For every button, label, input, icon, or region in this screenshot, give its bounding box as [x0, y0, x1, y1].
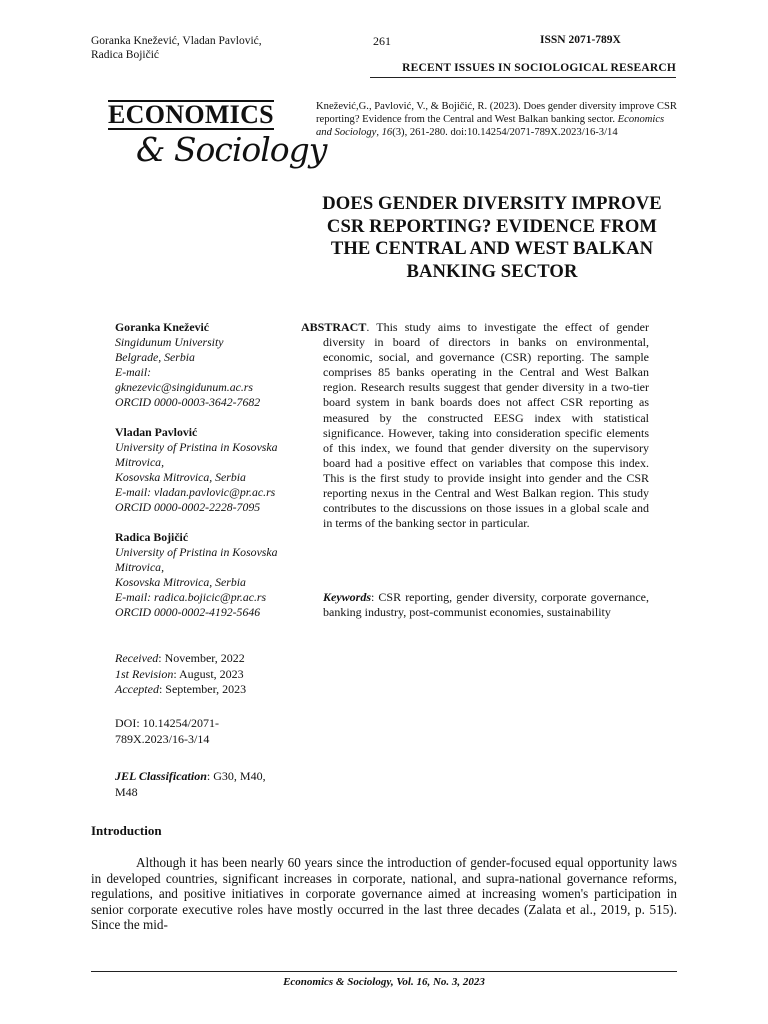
doi-block [115, 716, 275, 747]
affiliation-line: Belgrade, Serbia [115, 350, 195, 364]
keywords-text: : CSR reporting, gender diversity, corporate governance, banking industry, post-communist economies, sustainability [323, 590, 649, 620]
affiliation-line: University of Pristina in Kosovska [115, 545, 278, 559]
author-block [115, 320, 300, 410]
author-orcid: ORCID 0000-0002-4192-5646 [115, 605, 261, 619]
citation-block: Knežević,G., Pavlović, V., & Bojičić, R. (2023). Does gender diversity improve CSR reporting? Evidence from the Central and West Balkan banking sector. Economics and Sociology, 16(3), 261-280. doi:10.14254/2071-789X.2023/16-3/14 [316, 101, 677, 138]
running-footer: Economics & Sociology, Vol. 16, No. 3, 2023 [283, 976, 485, 988]
author-name: Goranka Knežević [115, 320, 210, 334]
keywords-label: Keywords [323, 590, 371, 604]
introduction-paragraph: Although it has been nearly 60 years since the introduction of gender-focused equal opportunity laws in developed countries, significant increases in corporate, national, and supra-national governance reforms, regulations, and positive initiatives in corporate governance aimed at increasing women's participation in senior corporate executive roles have mostly occurred in the last three decades (Zalata et al., 2019, p. 515). Since the mid- [91, 855, 677, 933]
author-affiliations [115, 320, 300, 635]
doi-line1: DOI: 10.14254/2071- [115, 716, 219, 730]
affiliation-line: Singidunum University [115, 335, 224, 349]
abstract [301, 320, 649, 531]
footer-divider [91, 971, 677, 972]
header-divider [370, 77, 676, 78]
revision-value: : August, 2023 [173, 666, 244, 681]
affiliation-line: Mitrovica, [115, 455, 165, 469]
author-email: gknezevic@singidunum.ac.rs [115, 380, 253, 394]
affiliation-line: University of Pristina in Kosovska [115, 440, 278, 454]
author-orcid: ORCID 0000-0002-2228-7095 [115, 500, 261, 514]
keywords [323, 590, 649, 620]
issn: ISSN 2071-789X [540, 34, 621, 46]
author-orcid: ORCID 0000-0003-3642-7682 [115, 395, 261, 409]
citation-issue-pages: (3), 261-280. doi:10.14254/2071-789X.2023/16-3/14 [392, 127, 618, 138]
journal-section-title: RECENT ISSUES IN SOCIOLOGICAL RESEARCH [402, 62, 676, 74]
jel-value: : G30, M40, M48 [115, 769, 266, 799]
running-header-authors-line1: Goranka Knežević, Vladan Pavlović, [91, 35, 262, 47]
article-dates [115, 651, 300, 698]
jel-label: JEL Classification [115, 769, 207, 783]
journal-logo-word: ECONOMICS [108, 100, 274, 129]
running-header-authors-line2: Radica Bojičić [91, 49, 160, 61]
journal-logo-script: & Sociology [136, 130, 327, 169]
doi-line2: 789X.2023/16-3/14 [115, 731, 210, 746]
received-value: : November, 2022 [158, 651, 245, 665]
accepted-date [115, 682, 300, 698]
running-header-authors [91, 34, 291, 62]
article-title: DOES GENDER DIVERSITY IMPROVE CSR REPORTING? EVIDENCE FROM THE CENTRAL AND WEST BALKAN BANKING SECTOR [322, 193, 662, 282]
author-email: E-mail: vladan.pavlovic@pr.ac.rs [115, 485, 276, 499]
received-label: Received [115, 651, 159, 665]
affiliation-line: Kosovska Mitrovica, Serbia [115, 575, 246, 589]
accepted-value: : September, 2023 [158, 682, 247, 696]
affiliation-line: Kosovska Mitrovica, Serbia [115, 470, 246, 484]
received-date [115, 651, 300, 667]
citation-text: Knežević,G., Pavlović, V., & Bojičić, R. (2023). Does gender diversity improve CSR reporting? Evidence from the Central and West Balkan banking sector. [316, 101, 677, 125]
email-label: E-mail: [115, 365, 152, 379]
section-heading-introduction: Introduction [91, 823, 162, 838]
citation-journal: Economics and Sociology [316, 114, 665, 138]
revision-label: 1st Revision [115, 666, 174, 681]
accepted-label: Accepted [115, 682, 159, 696]
author-name: Radica Bojičić [115, 530, 189, 544]
page-number: 261 [373, 34, 391, 48]
affiliation-line: Mitrovica, [115, 560, 165, 574]
author-email: E-mail: radica.bojicic@pr.ac.rs [115, 590, 267, 604]
citation-volume: 16 [381, 127, 393, 138]
author-name: Vladan Pavlović [115, 425, 198, 439]
author-block [115, 530, 300, 620]
abstract-text: . This study aims to investigate the effect of gender diversity in board of directors in banks on environmental, economic, social, and governance (CSR) reporting. The sample comprises 85 banks operating in the Central and West Balkan region. Research results suggest that gender diversity in a two-tier board system in bank boards does not affect CSR reporting as measured by the constructed EESG index with statistical significance. However, taking into consideration specific elements of this index, we found that gender diversity on the supervisory board had a positive effect on variables that compose this index. This is the first study to provide insight into gender and the CSR reporting nexus in the Central and West Balkan region. This study contributes to the discussions on those issues in a global scale and in terms of the banking sector in particular. [323, 320, 649, 531]
author-block [115, 425, 300, 515]
abstract-label: ABSTRACT [301, 320, 367, 334]
revision-date [115, 667, 300, 683]
jel-classification [115, 769, 285, 800]
